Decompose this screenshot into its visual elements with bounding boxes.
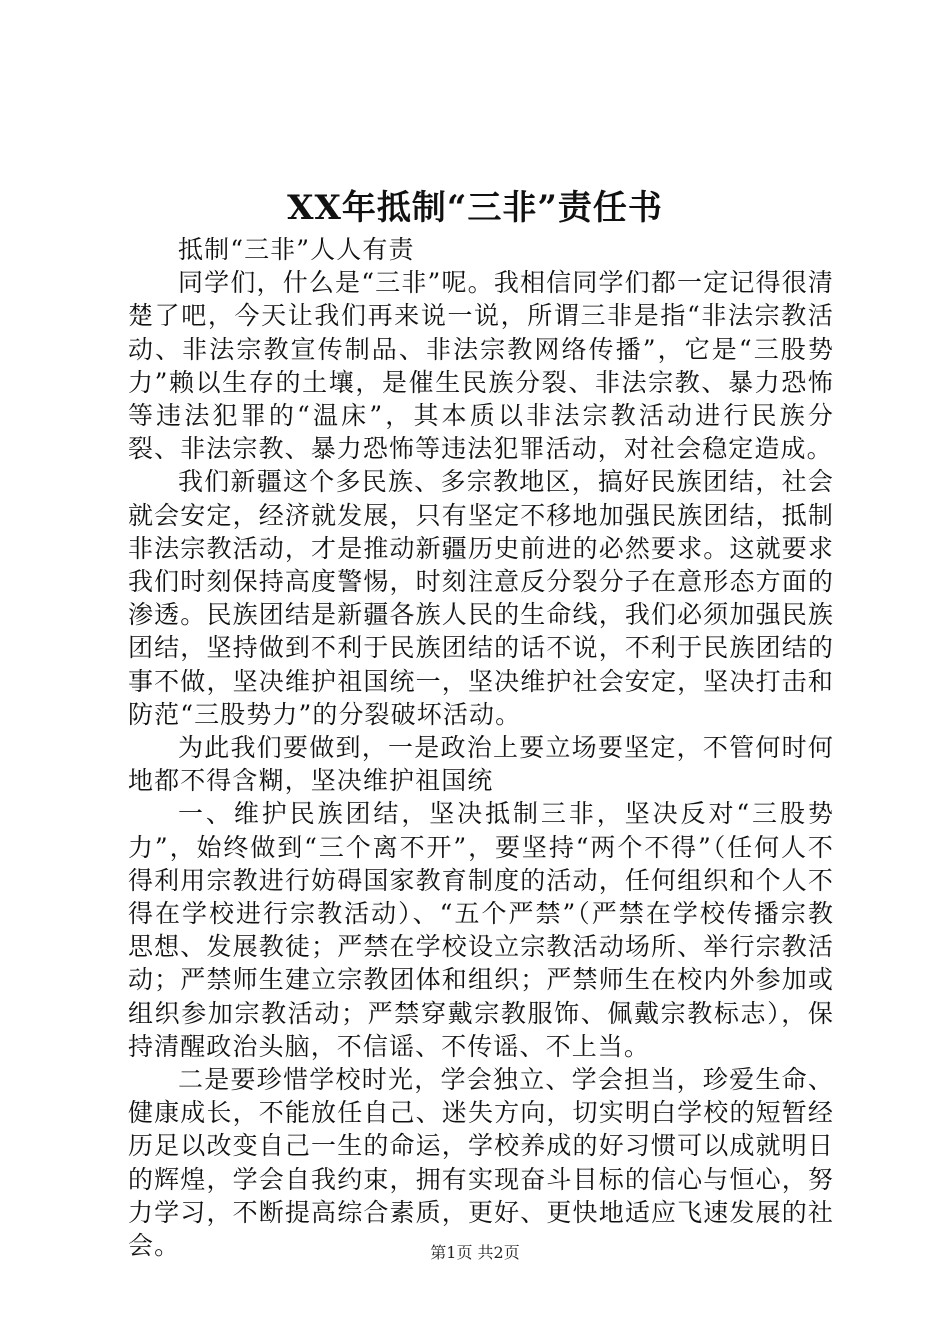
- paragraph-1: 同学们，什么是“三非”呢。我相信同学们都一定记得很清楚了吧，今天让我们再来说一说，所谓三非是指“非法宗教活动、非法宗教宣传制品、非法宗教网络传播”，它是“三股势力”赖以生存的土壤，是催生民族分裂、非法宗教、暴力恐怖等违法犯罪的“温床”，其本质以非法宗教活动进行民族分裂、非法宗教、暴力恐怖等违法犯罪活动，对社会稳定造成。: [128, 268, 834, 464]
- paragraph-3: 为此我们要做到，一是政治上要立场要坚定，不管何时何地都不得含糊，坚决维护祖国统: [128, 733, 834, 796]
- paragraph-2: 我们新疆这个多民族、多宗教地区，搞好民族团结，社会就会安定，经济就发展，只有坚定不移地加强民族团结，抵制非法宗教活动，才是推动新疆历史前进的必然要求。这就要求我们时刻保持高度警惕，时刻注意反分裂分子在意形态方面的渗透。民族团结是新疆各族人民的生命线，我们必须加强民族团结，坚持做到不利于民族团结的话不说，不利于民族团结的事不做，坚决维护祖国统一，坚决维护社会安定，坚决打击和防范“三股势力”的分裂破坏活动。: [128, 467, 834, 729]
- paragraph-4: 一、维护民族团结，坚决抵制三非，坚决反对“三股势力”，始终做到“三个离不开”，要坚持“两个不得”（任何人不得利用宗教进行妨碍国家教育制度的活动，任何组织和个人不得在学校进行宗教活动）、“五个严禁”（严禁在学校传播宗教思想、发展教徒；严禁在学校设立宗教活动场所、举行宗教活动；严禁师生建立宗教团体和组织；严禁师生在校内外参加或组织参加宗教活动；严禁穿戴宗教服饰、佩戴宗教标志），保持清醒政治头脑，不信谣、不传谣、不上当。: [128, 799, 834, 1061]
- document-body: [128, 233, 834, 1262]
- paragraph-5: 二是要珍惜学校时光，学会独立、学会担当，珍爱生命、健康成长，不能放任自己、迷失方向，切实明白学校的短暂经历足以改变自己一生的命运，学校养成的好习惯可以成就明日的辉煌，学会自我约束，拥有实现奋斗目标的信心与恒心，努力学习，不断提高综合素质，更好、更快地适应飞速发展的社会。: [128, 1065, 834, 1261]
- document-title: XX年抵制“三非”责任书: [287, 188, 663, 228]
- page-footer: 第1页 共2页: [430, 1243, 520, 1262]
- paragraph-subheading: 抵制“三非”人人有责: [178, 235, 415, 264]
